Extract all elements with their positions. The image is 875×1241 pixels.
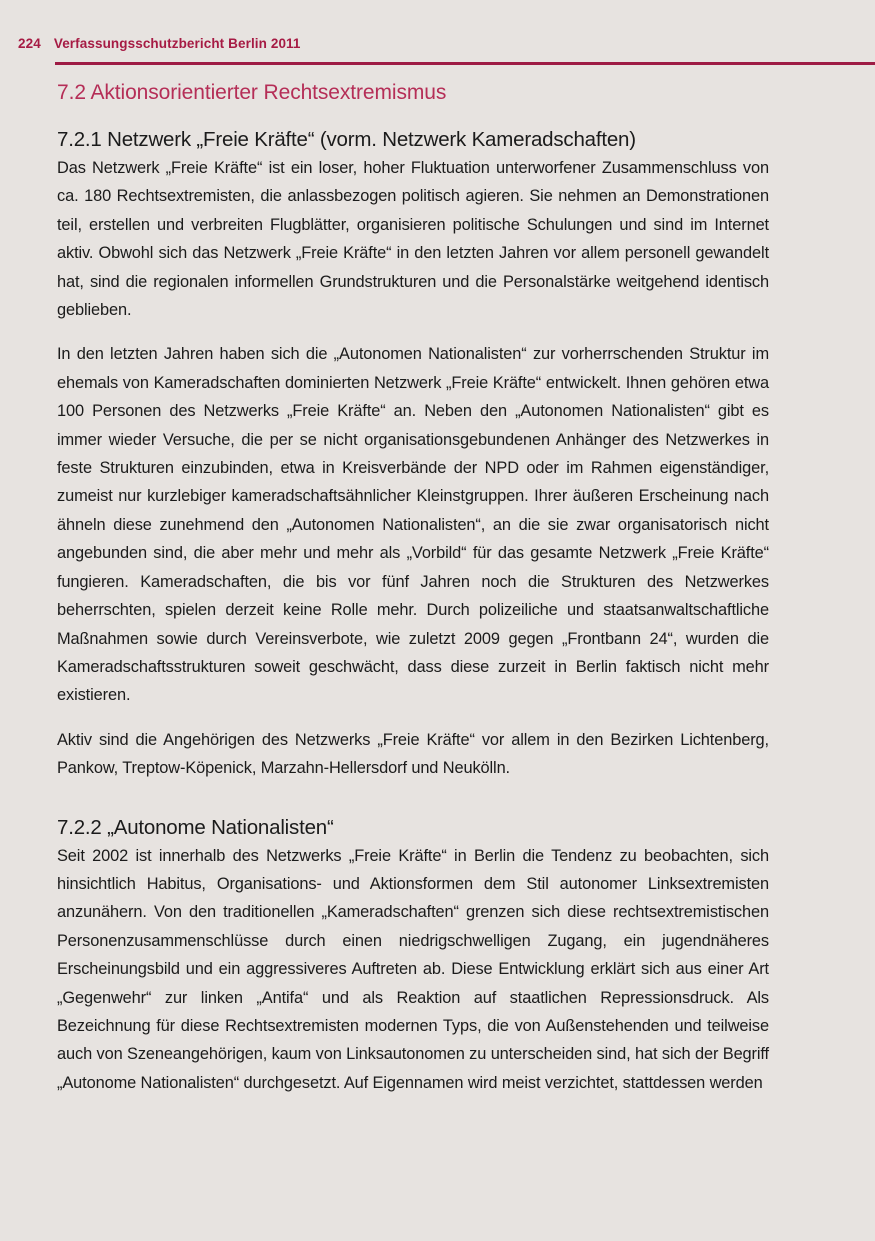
text-column bbox=[57, 78, 769, 1097]
spacer bbox=[57, 783, 769, 813]
section-heading-7-2: 7.2 Aktionsorientierter Rechtsextremismus bbox=[57, 81, 447, 104]
page-number: 224 bbox=[18, 36, 41, 51]
running-title: Verfassungsschutzbericht Berlin 2011 bbox=[53, 36, 301, 51]
subsection-heading-7-2-2: 7.2.2 „Autonome Nationalisten“ bbox=[57, 815, 334, 839]
spacer bbox=[57, 324, 769, 340]
spacer bbox=[57, 108, 769, 125]
paragraph-1: Das Netzwerk „Freie Kräfte“ ist ein loser, hoher Fluktuation unterworfener Zusammenschluss von ca. 180 Rechtsextremisten, die anlassbezogen politisch agieren. Sie nehmen an Demonstrationen teil, erstellen und verbreiten Flugblätter, organisieren politische Schulungen und sind im Internet aktiv. Obwohl sich das Netzwerk „Freie Kräfte“ in den letzten Jahren vor allem personell gewandelt hat, sind die regionalen informellen Grundstrukturen und die Personalstärke weitgehend identisch geblieben. bbox=[57, 159, 769, 320]
header-rule bbox=[55, 62, 875, 65]
subsection-heading-7-2-1: 7.2.1 Netzwerk „Freie Kräfte“ (vorm. Netzwerk Kameradschaften) bbox=[57, 128, 636, 151]
paragraph-4: Seit 2002 ist innerhalb des Netzwerks „Freie Kräfte“ in Berlin die Tendenz zu beobachten, sich hinsichtlich Habitus, Organisations- und Aktionsformen dem Stil autonomer Linksextremisten anzunähern. Von den traditionellen „Kameradschaften“ grenzen sich diese rechtsextremistischen Personenzusammenschlüsse durch einen niedrigschwelligen Zugang, ein jugendnäheres Erscheinungsbild und ein aggressiveres Auftreten ab. Diese Entwicklung erklärt sich aus einer Art „Gegenwehr“ zur linken „Antifa“ und als Reaktion auf staatlichen Repressionsdruck. Als Bezeichnung für diese Rechtsextremisten modernen Typs, die von Außenstehenden und teilweise auch von Szeneangehörigen, kaum von Linksautonomen zu unterscheiden sind, hat sich der Begriff „Autonome Nationalisten“ durchgesetzt. Auf Eigennamen wird meist verzichtet, stattdessen werden bbox=[57, 846, 769, 1092]
running-head bbox=[18, 36, 875, 51]
paragraph-2: In den letzten Jahren haben sich die „Autonomen Nationalisten“ zur vorherrschenden Struktur im ehemals von Kameradschaften dominierten Netzwerk „Freie Kräfte“ entwickelt. Ihnen gehören etwa 100 Personen des Netzwerks „Freie Kräfte“ an. Neben den „Autonomen Nationalisten“ gibt es immer wieder Versuche, die per se nicht organisationsgebundenen Anhänger des Netzwerkes in feste Strukturen einzubinden, etwa in Kreisverbände der NPD oder im Rahmen eigenständiger, zumeist nur kurzlebiger kameradschaftsähnlicher Kleinstgruppen. Ihrer äußeren Erscheinung nach ähneln diese zunehmend den „Autonomen Nationalisten“, an die sie zwar organisatorisch nicht angebunden sind, die aber mehr und mehr als „Vorbild“ für das gesamte Netzwerk „Freie Kräfte“ fungieren. Kameradschaften, die bis vor fünf Jahren noch die Strukturen des Netzwerkes beherrschten, spielen derzeit keine Rolle mehr. Durch polizeiliche und staatsanwaltschaftliche Maßnahmen sowie durch Vereinsverbote, wie zuletzt 2009 gegen „Frontbann 24“, wurden die Kameradschaftsstrukturen soweit geschwächt, dass diese zurzeit in Berlin faktisch nicht mehr existieren. bbox=[57, 345, 769, 705]
paragraph-3: Aktiv sind die Angehörigen des Netzwerks „Freie Kräfte“ vor allem in den Bezirken Lichtenberg, Pankow, Treptow-Köpenick, Marzahn-Hellersdorf und Neukölln. bbox=[57, 730, 769, 778]
spacer bbox=[57, 710, 769, 726]
